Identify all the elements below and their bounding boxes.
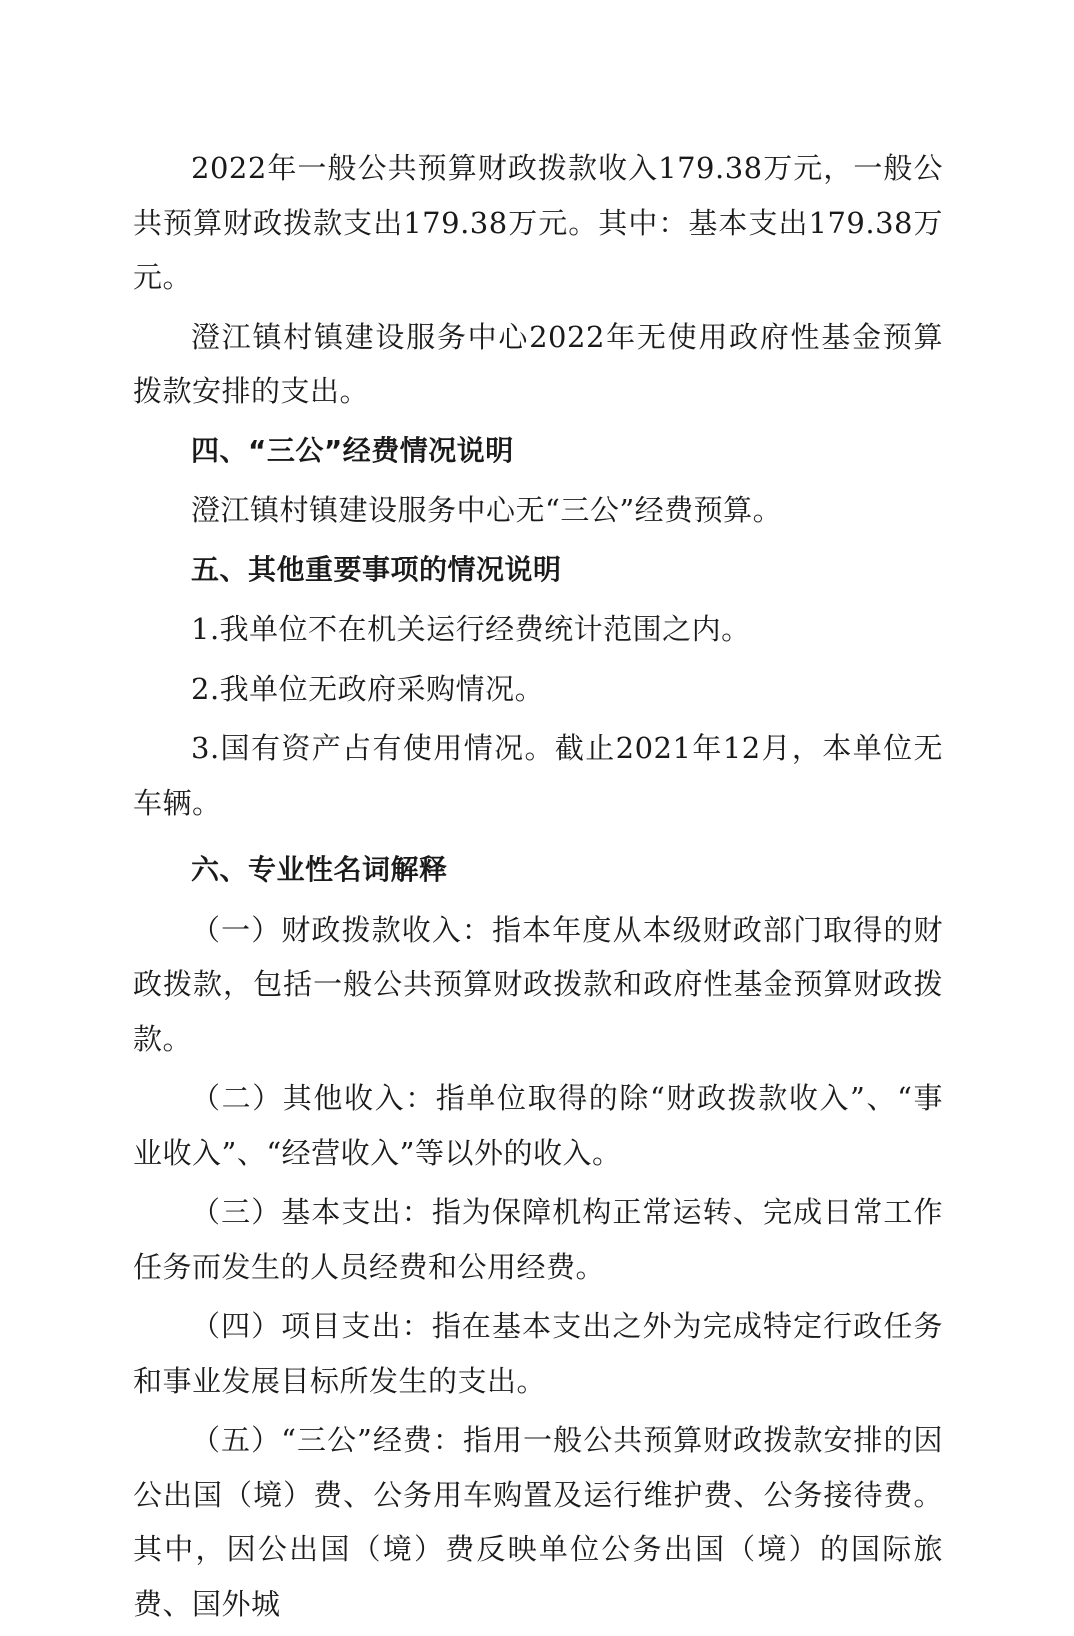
heading-three-public-expenses: 四、“三公”经费情况说明 — [191, 433, 514, 467]
paragraph-budget-revenue: 2022年一般公共预算财政拨款收入179.38万元，一般公共预算财政拨款支出179.38万元。其中：基本支出179.38万元。 — [133, 151, 943, 294]
paragraph-term-3: （三）基本支出：指为保障机构正常运转、完成日常工作任务而发生的人员经费和公用经费。 — [133, 1195, 943, 1284]
paragraph-term-1: （一）财政拨款收入：指本年度从本级财政部门取得的财政拨款，包括一般公共预算财政拨款和政府性基金预算财政拨款。 — [133, 912, 943, 1056]
document-body — [133, 141, 943, 1636]
heading-terminology: 六、专业性名词解释 — [191, 853, 448, 886]
paragraph-item-1: 1.我单位不在机关运行经费统计范围之内。 — [191, 612, 751, 646]
paragraph-term-2: （二）其他收入：指单位取得的除“财政拨款收入”、“事业收入”、“经营收入”等以外的收入。 — [133, 1081, 943, 1170]
paragraph-three-public-budget: 澄江镇村镇建设服务中心无“三公”经费预算。 — [191, 493, 783, 527]
paragraph-term-4: （四）项目支出：指在基本支出之外为完成特定行政任务和事业发展目标所发生的支出。 — [133, 1309, 943, 1398]
paragraph-fund-budget: 澄江镇村镇建设服务中心2022年无使用政府性基金预算拨款安排的支出。 — [133, 319, 943, 408]
paragraph-term-5: （五）“三公”经费：指用一般公共预算财政拨款安排的因公出国（境）费、公务用车购置及运行维护费、公务接待费。其中，因公出国（境）费反映单位公务出国（境）的国际旅费、国外城 — [133, 1423, 943, 1621]
heading-other-matters: 五、其他重要事项的情况说明 — [191, 552, 562, 586]
paragraph-item-3: 3.国有资产占有使用情况。截止2021年12月，本单位无车辆。 — [133, 731, 943, 820]
paragraph-item-2: 2.我单位无政府采购情况。 — [191, 671, 545, 706]
section-gap — [133, 835, 943, 843]
